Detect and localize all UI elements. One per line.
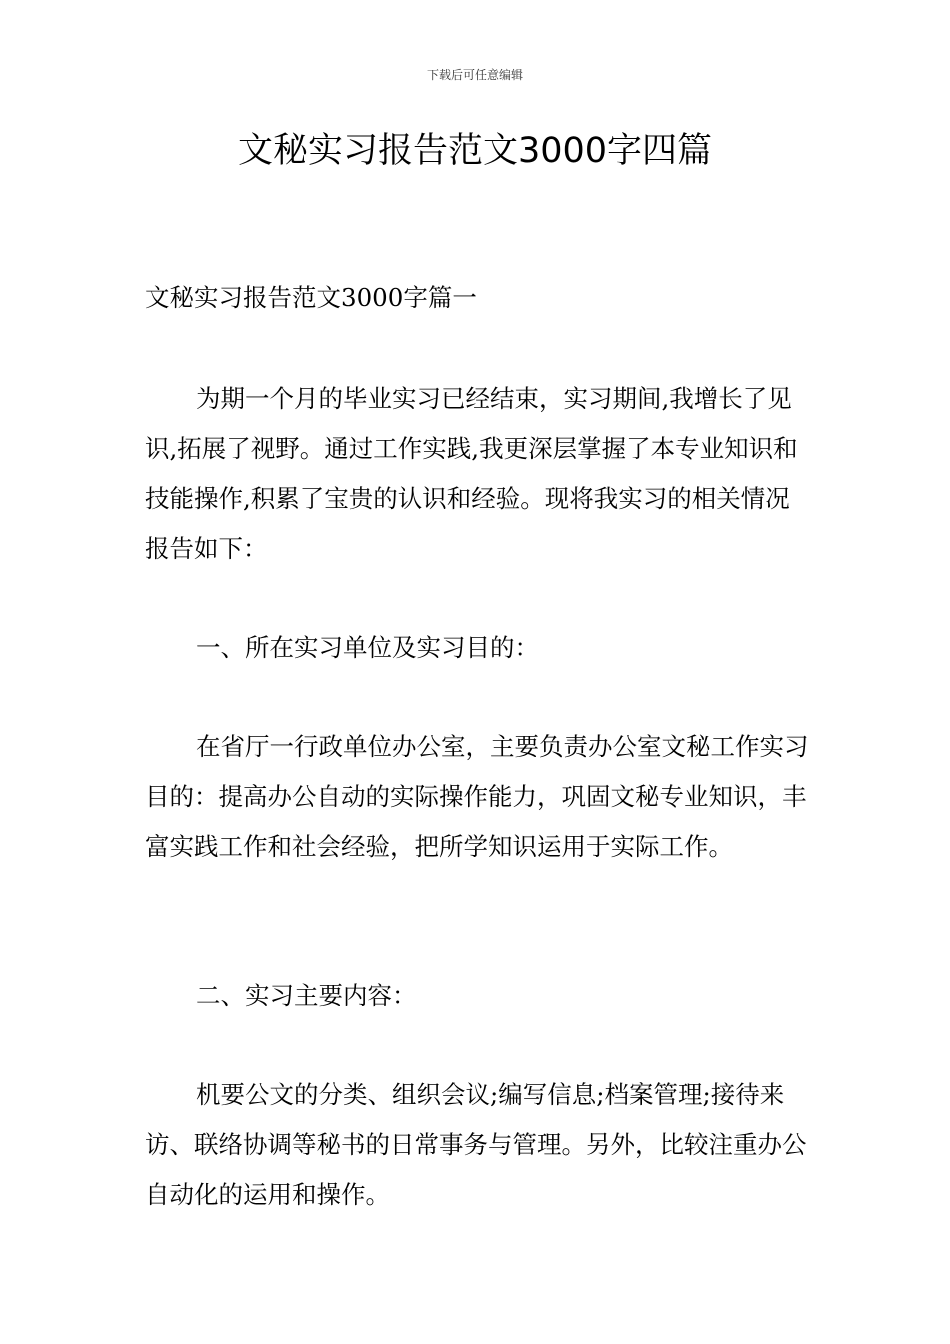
paragraph-unit-purpose: 在省厅一行政单位办公室，主要负责办公室文秘工作实习目的：提高办公自动的实际操作能力，巩固文秘专业知识，丰富实践工作和社会经验，把所学知识运用于实际工作。 bbox=[145, 732, 809, 861]
paragraph-main-content: 机要公文的分类、组织会议;编写信息;档案管理;接待来访、联络协调等秘书的日常事务与管理。另外，比较注重办公自动化的运用和操作。 bbox=[145, 1080, 807, 1209]
heading-main-content: 二、实习主要内容： bbox=[196, 981, 417, 1010]
heading-internship-unit: 一、所在实习单位及实习目的： bbox=[196, 633, 539, 662]
section-heading: 文秘实习报告范文3000字篇一 bbox=[145, 283, 477, 312]
header-note: 下载后可任意编辑 bbox=[426, 68, 523, 82]
paragraph-intro: 为期一个月的毕业实习已经结束，实习期间,我增长了见识,拓展了视野。通过工作实践,我更深层掌握了本专业知识和技能操作,积累了宝贵的认识和经验。现将我实习的相关情况报告如下： bbox=[145, 384, 798, 563]
document-title: 文秘实习报告范文3000字四篇 bbox=[237, 131, 713, 171]
